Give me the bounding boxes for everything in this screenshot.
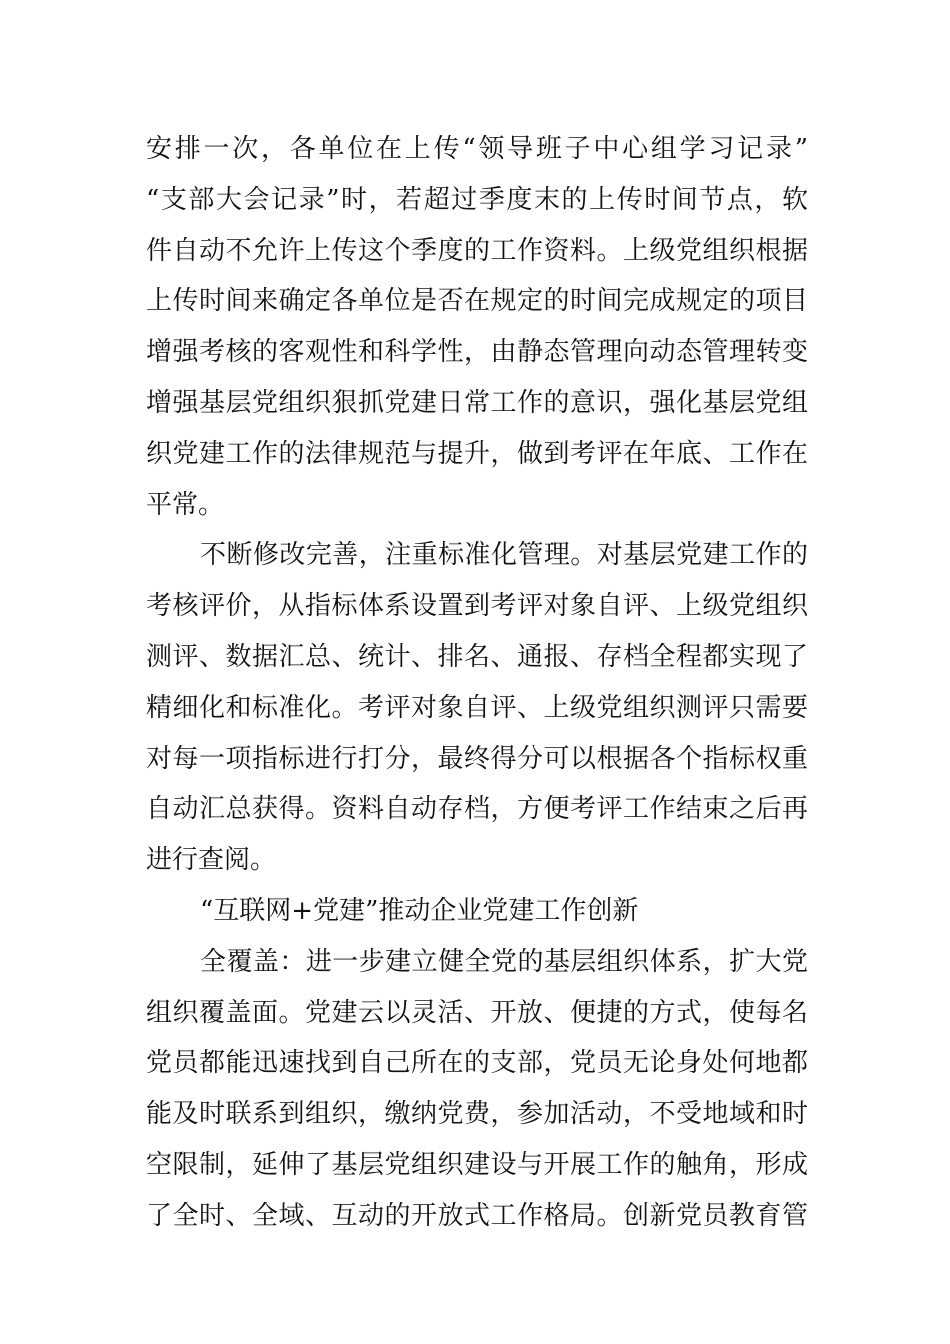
text-line: 平常。 xyxy=(146,489,225,520)
text-line: 织党建工作的法律规范与提升，做到考评在年底、工作在 xyxy=(146,438,808,469)
text-line: 自动汇总获得。资料自动存档，方便考评工作结束之后再 xyxy=(146,794,808,825)
text-line: “支部大会记录”时，若超过季度末的上传时间节点，软 xyxy=(146,184,808,215)
text-line: 对每一项指标进行打分，最终得分可以根据各个指标权重 xyxy=(146,743,808,774)
text-line: 精细化和标准化。考评对象自评、上级党组织测评只需要 xyxy=(146,692,808,723)
text-line: 件自动不允许上传这个季度的工作资料。上级党组织根据 xyxy=(146,235,808,266)
text-line: 空限制，延伸了基层党组织建设与开展工作的触角，形成 xyxy=(146,1149,808,1180)
text-line: 上传时间来确定各单位是否在规定的时间完成规定的项目 xyxy=(146,286,808,317)
body-text xyxy=(146,124,808,1242)
text-line: 全覆盖：进一步建立健全党的基层组织体系，扩大党 xyxy=(200,946,808,977)
text-line: 增强基层党组织狠抓党建日常工作的意识，强化基层党组 xyxy=(146,387,808,418)
text-line: “互联网+党建”推动企业党建工作创新 xyxy=(200,895,639,926)
text-line: 考核评价，从指标体系设置到考评对象自评、上级党组织 xyxy=(146,591,808,622)
text-line: 不断修改完善，注重标准化管理。对基层党建工作的 xyxy=(200,540,808,571)
text-line: 党员都能迅速找到自己所在的支部，党员无论身处何地都 xyxy=(146,1048,808,1079)
text-line: 组织覆盖面。党建云以灵活、开放、便捷的方式，使每名 xyxy=(146,997,808,1028)
text-line: 了全时、全域、互动的开放式工作格局。创新党员教育管 xyxy=(146,1200,808,1231)
text-line: 测评、数据汇总、统计、排名、通报、存档全程都实现了 xyxy=(146,641,808,672)
text-line: 增强考核的客观性和科学性，由静态管理向动态管理转变 xyxy=(146,337,808,368)
text-line: 安排一次，各单位在上传“领导班子中心组学习记录” xyxy=(146,134,808,164)
text-line: 能及时联系到组织，缴纳党费，参加活动，不受地域和时 xyxy=(146,1099,808,1130)
text-line: 进行查阅。 xyxy=(146,845,277,876)
